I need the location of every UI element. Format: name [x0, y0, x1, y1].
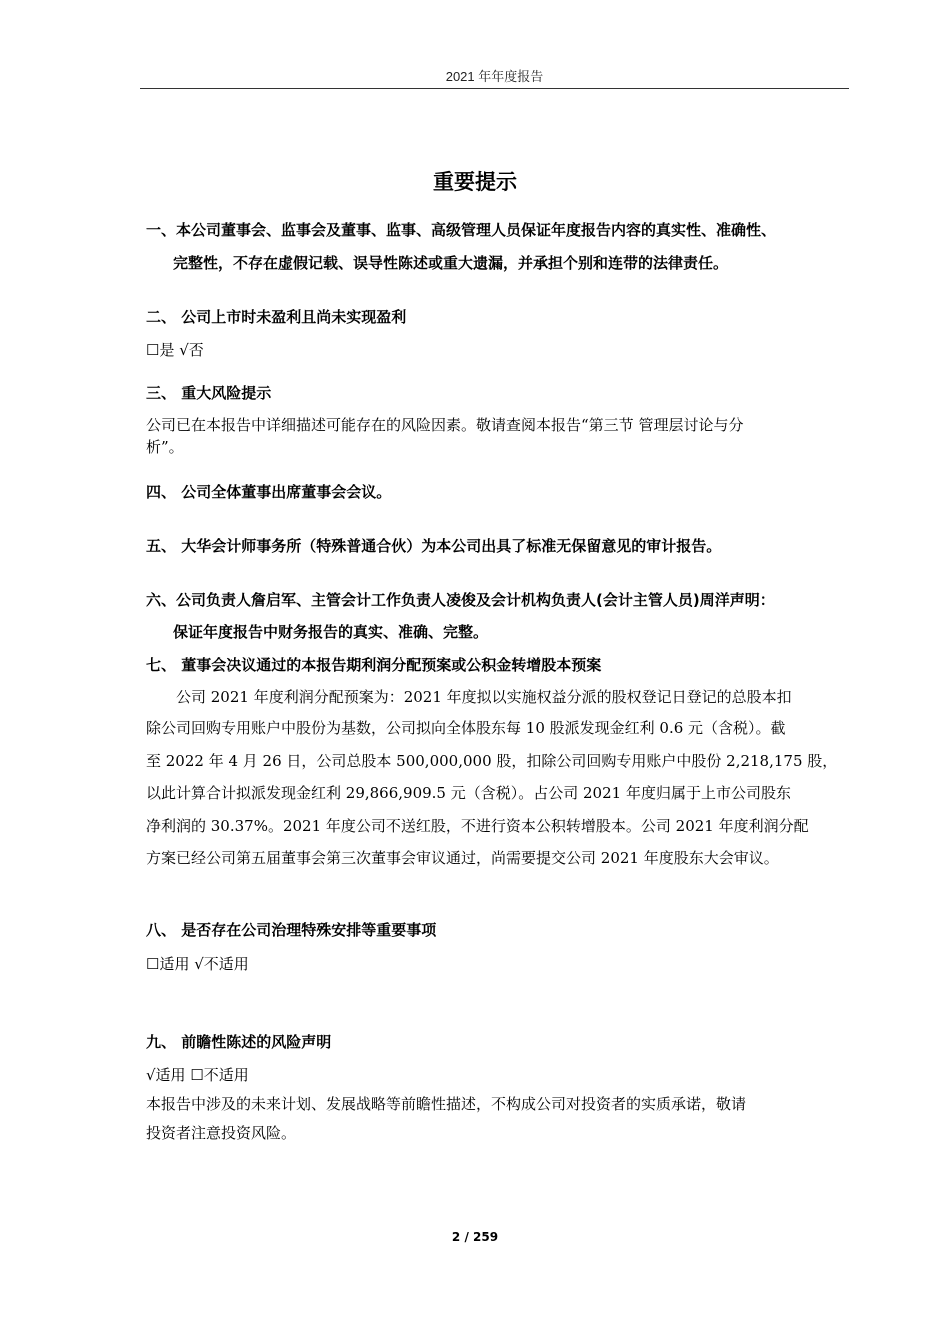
section-7-paragraph-line: 以此计算合计拟派发现金红利 29,866,909.5 元（含税）。占公司 2021 年度归属于上市公司股东 — [146, 784, 791, 802]
section-9-options: √适用 ☐不适用 — [146, 1066, 249, 1084]
section-7-paragraph-line: 公司 2021 年度利润分配预案为：2021 年度拟以实施权益分派的股权登记日登记的总股本扣 — [176, 688, 792, 706]
section-1-line-2: 完整性，不存在虚假记载、误导性陈述或重大遗漏，并承担个别和连带的法律责任。 — [173, 254, 729, 272]
section-7-heading: 七、 董事会决议通过的本报告期利润分配预案或公积金转增股本预案 — [146, 656, 602, 674]
page-title: 重要提示 — [433, 170, 517, 194]
section-3-heading: 三、 重大风险提示 — [146, 384, 272, 402]
header-divider — [140, 88, 849, 89]
section-7-paragraph-line: 净利润的 30.37%。2021 年度公司不送红股，不进行资本公积转增股本。公司 2021 年度利润分配 — [146, 817, 809, 835]
page-number: 2 / 259 — [451, 1230, 499, 1244]
section-2-options: ☐是 √否 — [146, 341, 204, 359]
section-3-line-1: 公司已在本报告中详细描述可能存在的风险因素。敬请查阅本报告“第三节 管理层讨论与分 — [146, 416, 744, 434]
section-6-line-2: 保证年度报告中财务报告的真实、准确、完整。 — [173, 623, 489, 641]
section-8-heading: 八、 是否存在公司治理特殊安排等重要事项 — [146, 921, 437, 939]
section-1-line-1: 一、本公司董事会、监事会及董事、监事、高级管理人员保证年度报告内容的真实性、准确性、 — [146, 221, 777, 239]
section-7-paragraph-line: 方案已经公司第五届董事会第三次董事会审议通过，尚需要提交公司 2021 年度股东大会审议。 — [146, 849, 779, 867]
section-9-line-1: 本报告中涉及的未来计划、发展战略等前瞻性描述，不构成公司对投资者的实质承诺，敬请 — [146, 1095, 747, 1113]
section-2-heading: 二、 公司上市时未盈利且尚未实现盈利 — [146, 308, 407, 326]
section-4-heading: 四、 公司全体董事出席董事会会议。 — [146, 483, 392, 501]
section-8-options: ☐适用 √不适用 — [146, 955, 249, 973]
section-6-line-1: 六、公司负责人詹启军、主管会计工作负责人凌俊及会计机构负责人(会计主管人员)周洋声明： — [146, 591, 775, 609]
section-9-heading: 九、 前瞻性陈述的风险声明 — [146, 1033, 332, 1051]
section-5-heading: 五、 大华会计师事务所（特殊普通合伙）为本公司出具了标准无保留意见的审计报告。 — [146, 537, 722, 555]
page-header: 2021 年年度报告 — [445, 69, 544, 84]
section-7-paragraph-line: 除公司回购专用账户中股份为基数，公司拟向全体股东每 10 股派发现金红利 0.6 元（含税）。截 — [146, 719, 786, 737]
section-3-line-2: 析”。 — [146, 438, 184, 456]
section-9-line-2: 投资者注意投资风险。 — [146, 1124, 297, 1142]
section-7-paragraph-line: 至 2022 年 4 月 26 日，公司总股本 500,000,000 股，扣除公司回购专用账户中股份 2,218,175 股， — [146, 752, 838, 770]
